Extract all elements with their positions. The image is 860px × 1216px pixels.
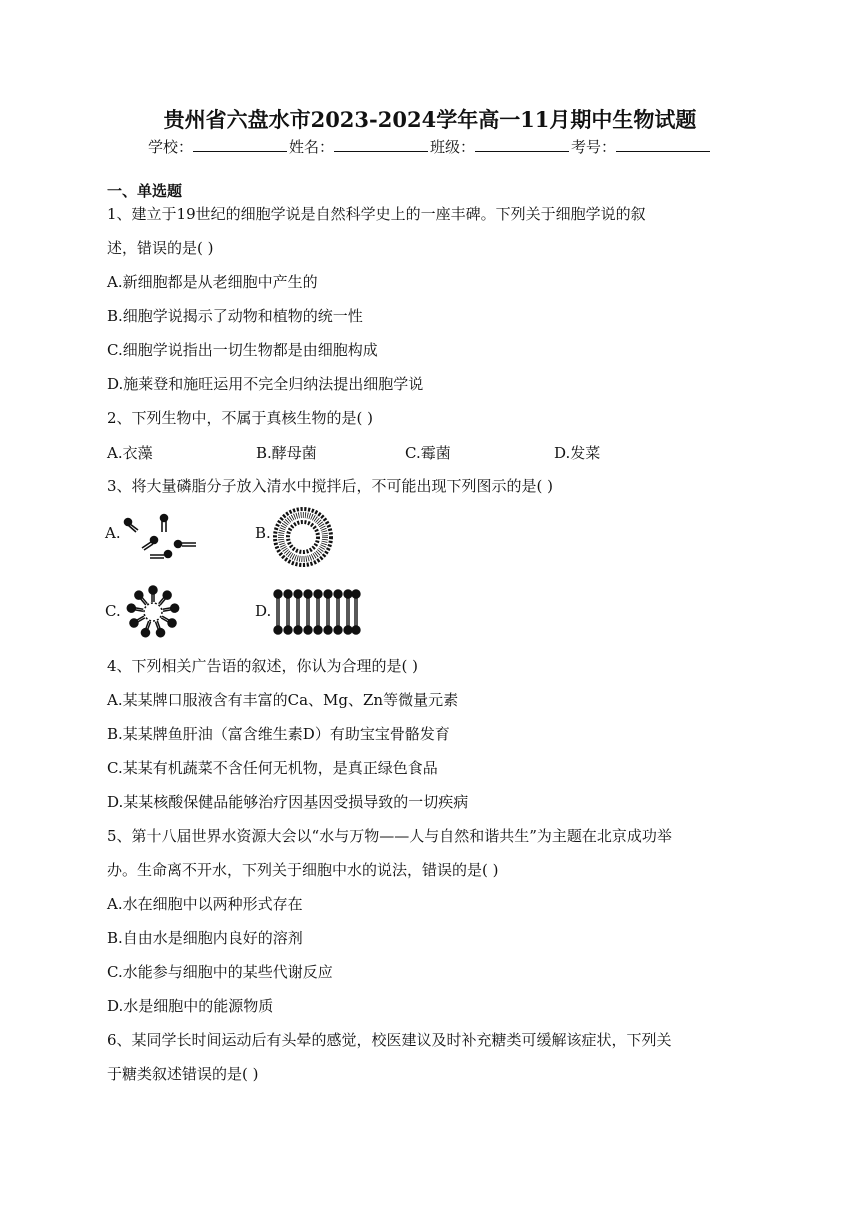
q1-stem-line2: 述，错误的是( ) xyxy=(107,239,214,257)
school-blank xyxy=(193,137,287,152)
q2-option-b: B.酵母菌 xyxy=(256,444,317,462)
number-blank xyxy=(616,137,710,152)
q6-stem-line2: 于糖类叙述错误的是( ) xyxy=(107,1065,259,1083)
q5-stem-line2: 办。生命离不开水，下列关于细胞中水的说法，错误的是( ) xyxy=(107,861,499,879)
q4-option-a: A.某某牌口服液含有丰富的Ca、Mg、Zn等微量元素 xyxy=(107,691,459,709)
phospholipid-bilayer-vesicle-figure xyxy=(272,506,334,568)
q4-stem: 4、下列相关广告语的叙述，你认为合理的是( ) xyxy=(107,657,419,675)
name-label: 姓名： xyxy=(288,138,334,156)
q4-option-d: D.某某核酸保健品能够治疗因基因受损导致的一切疾病 xyxy=(107,793,469,811)
q3-option-d-label: D. xyxy=(255,602,272,620)
q5-option-c: C.水能参与细胞中的某些代谢反应 xyxy=(107,963,333,981)
name-blank xyxy=(334,137,428,152)
q5-option-b: B.自由水是细胞内良好的溶剂 xyxy=(107,929,303,947)
q2-option-d: D.发菜 xyxy=(554,444,601,462)
q2-option-a: A.衣藻 xyxy=(107,444,153,462)
q1-option-b: B.细胞学说揭示了动物和植物的统一性 xyxy=(107,307,363,325)
q4-option-b: B.某某牌鱼肝油（富含维生素D）有助宝宝骨骼发育 xyxy=(107,725,450,743)
q5-option-d: D.水是细胞中的能源物质 xyxy=(107,997,274,1015)
page-title: 贵州省六盘水市2023-2024学年高一11月期中生物试题 xyxy=(163,107,697,132)
section-heading: 一、单选题 xyxy=(107,182,183,200)
phospholipid-micelle-figure xyxy=(118,582,188,642)
number-label: 考号： xyxy=(571,138,617,156)
q3-option-c-label: C. xyxy=(105,602,121,620)
q1-stem-line1: 1、建立于19世纪的细胞学说是自然科学史上的一座丰碑。下列关于细胞学说的叙 xyxy=(107,205,646,223)
q3-stem: 3、将大量磷脂分子放入清水中搅拌后，不可能出现下列图示的是( ) xyxy=(107,477,554,495)
phospholipid-scattered-figure xyxy=(120,510,210,560)
phospholipid-bilayer-sheet-figure xyxy=(272,588,362,636)
q3-option-a-label: A. xyxy=(105,524,121,542)
class-blank xyxy=(475,137,569,152)
q4-option-c: C.某某有机蔬菜不含任何无机物，是真正绿色食品 xyxy=(107,759,438,777)
q1-option-c: C.细胞学说指出一切生物都是由细胞构成 xyxy=(107,341,378,359)
q1-option-a: A.新细胞都是从老细胞中产生的 xyxy=(107,273,318,291)
q2-option-c: C.霉菌 xyxy=(405,444,451,462)
q1-option-d: D.施莱登和施旺运用不完全归纳法提出细胞学说 xyxy=(107,375,424,393)
q6-stem-line1: 6、某同学长时间运动后有头晕的感觉，校医建议及时补充糖类可缓解该症状，下列关 xyxy=(107,1031,672,1049)
student-info-line xyxy=(0,136,860,157)
q5-stem-line1: 5、第十八届世界水资源大会以“水与万物——人与自然和谐共生”为主题在北京成功举 xyxy=(107,827,672,845)
class-label: 班级： xyxy=(430,138,476,156)
q3-option-b-label: B. xyxy=(255,524,271,542)
q2-stem: 2、下列生物中，不属于真核生物的是( ) xyxy=(107,409,374,427)
q5-option-a: A.水在细胞中以两种形式存在 xyxy=(107,895,303,913)
school-label: 学校： xyxy=(147,138,193,156)
